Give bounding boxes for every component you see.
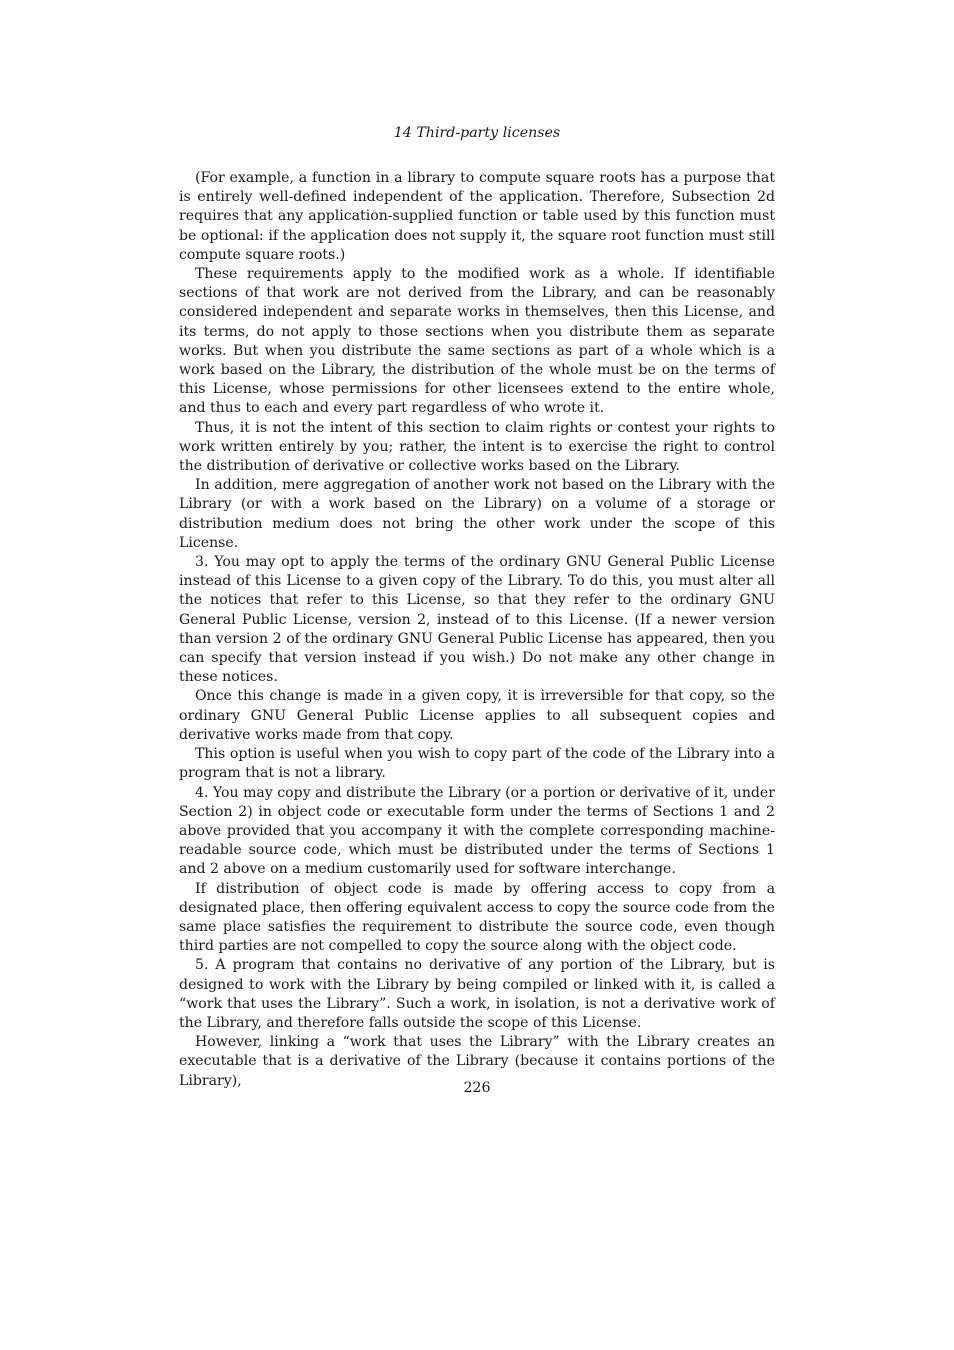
paragraph: 3. You may opt to apply the terms of the ordinary GNU General Public License instead of this License to a given copy of the Library. To do this, you must alter all the notices that refer to this License, so that they refer to the ordinary GNU General Public License, version 2, instead of to this License. (If a newer version than version 2 of the ordinary GNU General Public License has appeared, then you can specify that version instead if you wish.) Do not make any other change in these notices. (179, 554, 775, 686)
paragraph: (For example, a function in a library to compute square roots has a purpose that is entirely well-defined independent of the application. Therefore, Subsection 2d requires that any application-supplied function or table used by this function must be optional: if the application does not supply it, the square root function must still compute square roots.) (179, 170, 775, 263)
page-number: 226 (463, 1080, 491, 1096)
paragraph: Thus, it is not the intent of this section to claim rights or contest your rights to work written entirely by you; rather, the intent is to exercise the right to control the distribution of derivative or collective works based on the Library. (179, 419, 775, 475)
paragraph: Once this change is made in a given copy, it is irreversible for that copy, so the ordinary GNU General Public License applies to all subsequent copies and derivative works made from that copy. (179, 688, 775, 743)
paragraph: 4. You may copy and distribute the Library (or a portion or derivative of it, under Section 2) in object code or executable form under the terms of Sections 1 and 2 above provided that you accompany it with the complete corresponding machine-readable source code, which must be distributed under the terms of Sections 1 and 2 above on a medium customarily used for software interchange. (179, 784, 775, 878)
paragraph: If distribution of object code is made by offering access to copy from a designated place, then offering equivalent access to copy the source code from the same place satisfies the requirement to distribute the source code, even though third parties are not compelled to copy the source along with the object code. (179, 880, 775, 955)
paragraph: These requirements apply to the modified work as a whole. If identifiable sections of that work are not derived from the Library, and can be reasonably considered independent and separate works in themselves, then this License, and its terms, do not apply to those sections when you distribute them as separate works. But when you distribute the same sections as part of a whole which is a work based on the Library, the distribution of the whole must be on the terms of this License, whose permissions for other licensees extend to the entire whole, and thus to each and every part regardless of who wrote it. (179, 266, 775, 417)
body-text (179, 169, 775, 1091)
paragraph: However, linking a “work that uses the Library” with the Library creates an executable that is a derivative of the Library (because it contains portions of the Library), (179, 1034, 775, 1089)
paragraph: 5. A program that contains no derivative of any portion of the Library, but is designed to work with the Library by being compiled or linked with it, is called a “work that uses the Library”. Such a work, in isolation, is not a derivative work of the Library, and therefore falls outside the scope of this License. (179, 957, 775, 1031)
paragraph: This option is useful when you wish to copy part of the code of the Library into a program that is not a library. (179, 746, 775, 782)
paragraph: In addition, mere aggregation of another work not based on the Library with the Library (or with a work based on the Library) on a volume of a storage or distribution medium does not bring the other work under the scope of this License. (179, 477, 775, 551)
running-header: 14 Third-party licenses (393, 125, 561, 141)
